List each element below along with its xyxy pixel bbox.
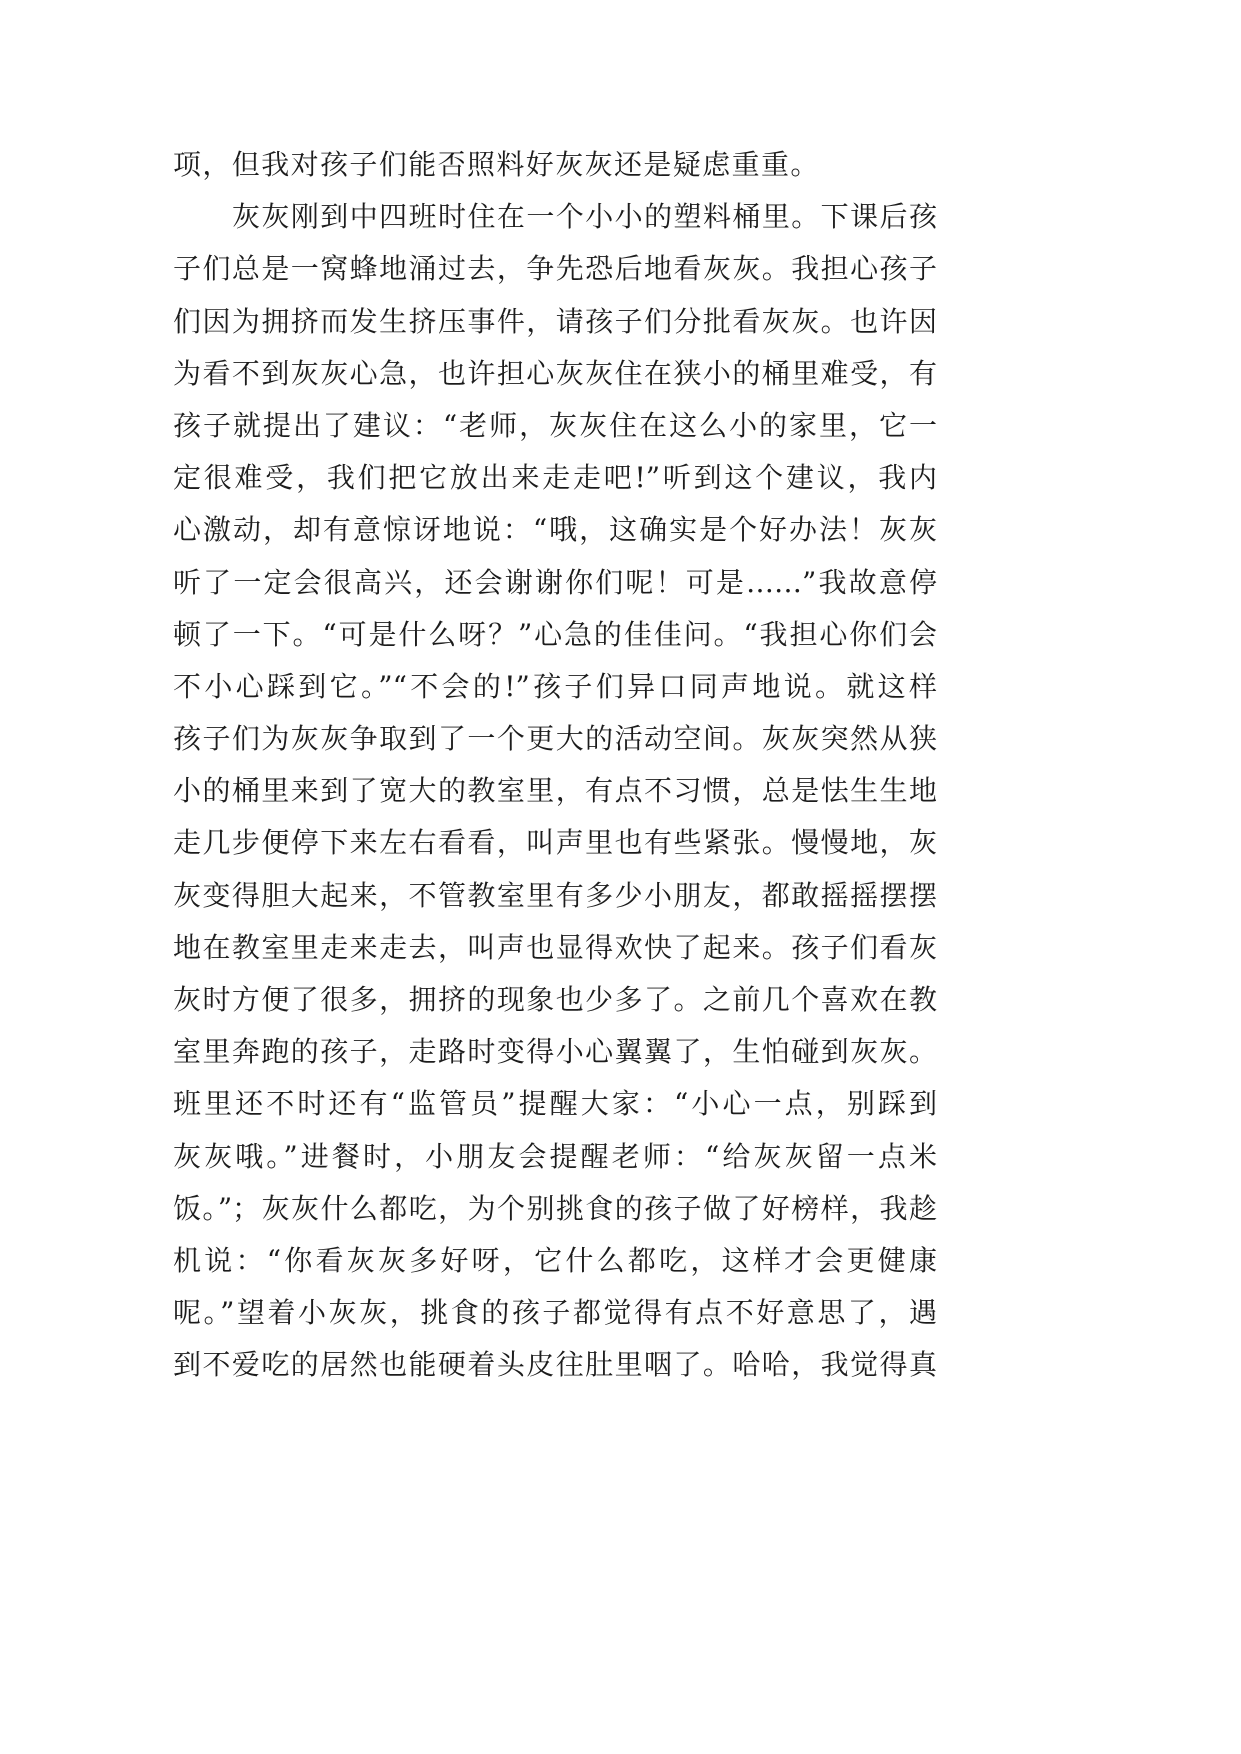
text-line: 室里奔跑的孩子，走路时变得小心翼翼了，生怕碰到灰灰。 [173,1035,937,1069]
text-line: 饭。”；灰灰什么都吃，为个别挑食的孩子做了好榜样，我趁 [173,1191,937,1225]
text-line: 孩子就提出了建议：“老师，灰灰住在这么小的家里，它一 [173,408,937,442]
text-line: 机说：“你看灰灰多好呀，它什么都吃，这样才会更健康 [173,1243,937,1277]
text-line: 听了一定会很高兴，还会谢谢你们呢！可是……”我故意停 [173,565,937,599]
text-line: 顿了一下。“可是什么呀？”心急的佳佳问。“我担心你们会 [173,617,937,651]
text-line: 孩子们为灰灰争取到了一个更大的活动空间。灰灰突然从狭 [173,722,937,756]
text-line: 灰时方便了很多，拥挤的现象也少多了。之前几个喜欢在教 [173,983,937,1016]
text-line: 为看不到灰灰心急，也许担心灰灰住在狭小的桶里难受，有 [173,356,937,390]
text-line: 班里还不时还有“监管员”提醒大家：“小心一点，别踩到 [173,1087,937,1121]
text-line: 不小心踩到它。”“不会的!”孩子们异口同声地说。就这样 [173,669,937,703]
text-line: 走几步便停下来左右看看，叫声里也有些紧张。慢慢地，灰 [173,826,937,860]
text-line: 地在教室里走来走去，叫声也显得欢快了起来。孩子们看灰 [173,930,937,964]
paragraph-first-line: 灰灰刚到中四班时住在一个小小的塑料桶里。下课后孩 [232,200,937,234]
text-line: 子们总是一窝蜂地涌过去，争先恐后地看灰灰。我担心孩子 [173,252,937,286]
text-line: 项，但我对孩子们能否照料好灰灰还是疑虑重重。 [173,148,820,181]
text-line: 小的桶里来到了宽大的教室里，有点不习惯，总是怯生生地 [173,774,937,808]
text-line: 灰变得胆大起来，不管教室里有多少小朋友，都敢摇摇摆摆 [173,878,937,912]
text-line: 们因为拥挤而发生挤压事件，请孩子们分批看灰灰。也许因 [173,304,937,338]
text-line: 灰灰哦。”进餐时，小朋友会提醒老师：“给灰灰留一点米 [173,1139,937,1173]
text-line: 呢。”望着小灰灰，挑食的孩子都觉得有点不好意思了，遇 [173,1296,937,1330]
body-text [173,139,937,1392]
text-line: 到不爱吃的居然也能硬着头皮往肚里咽了。哈哈，我觉得真 [173,1348,937,1382]
text-line: 心激动，却有意惊讶地说：“哦，这确实是个好办法！灰灰 [173,513,937,547]
text-line: 定很难受，我们把它放出来走走吧!”听到这个建议，我内 [173,461,937,495]
